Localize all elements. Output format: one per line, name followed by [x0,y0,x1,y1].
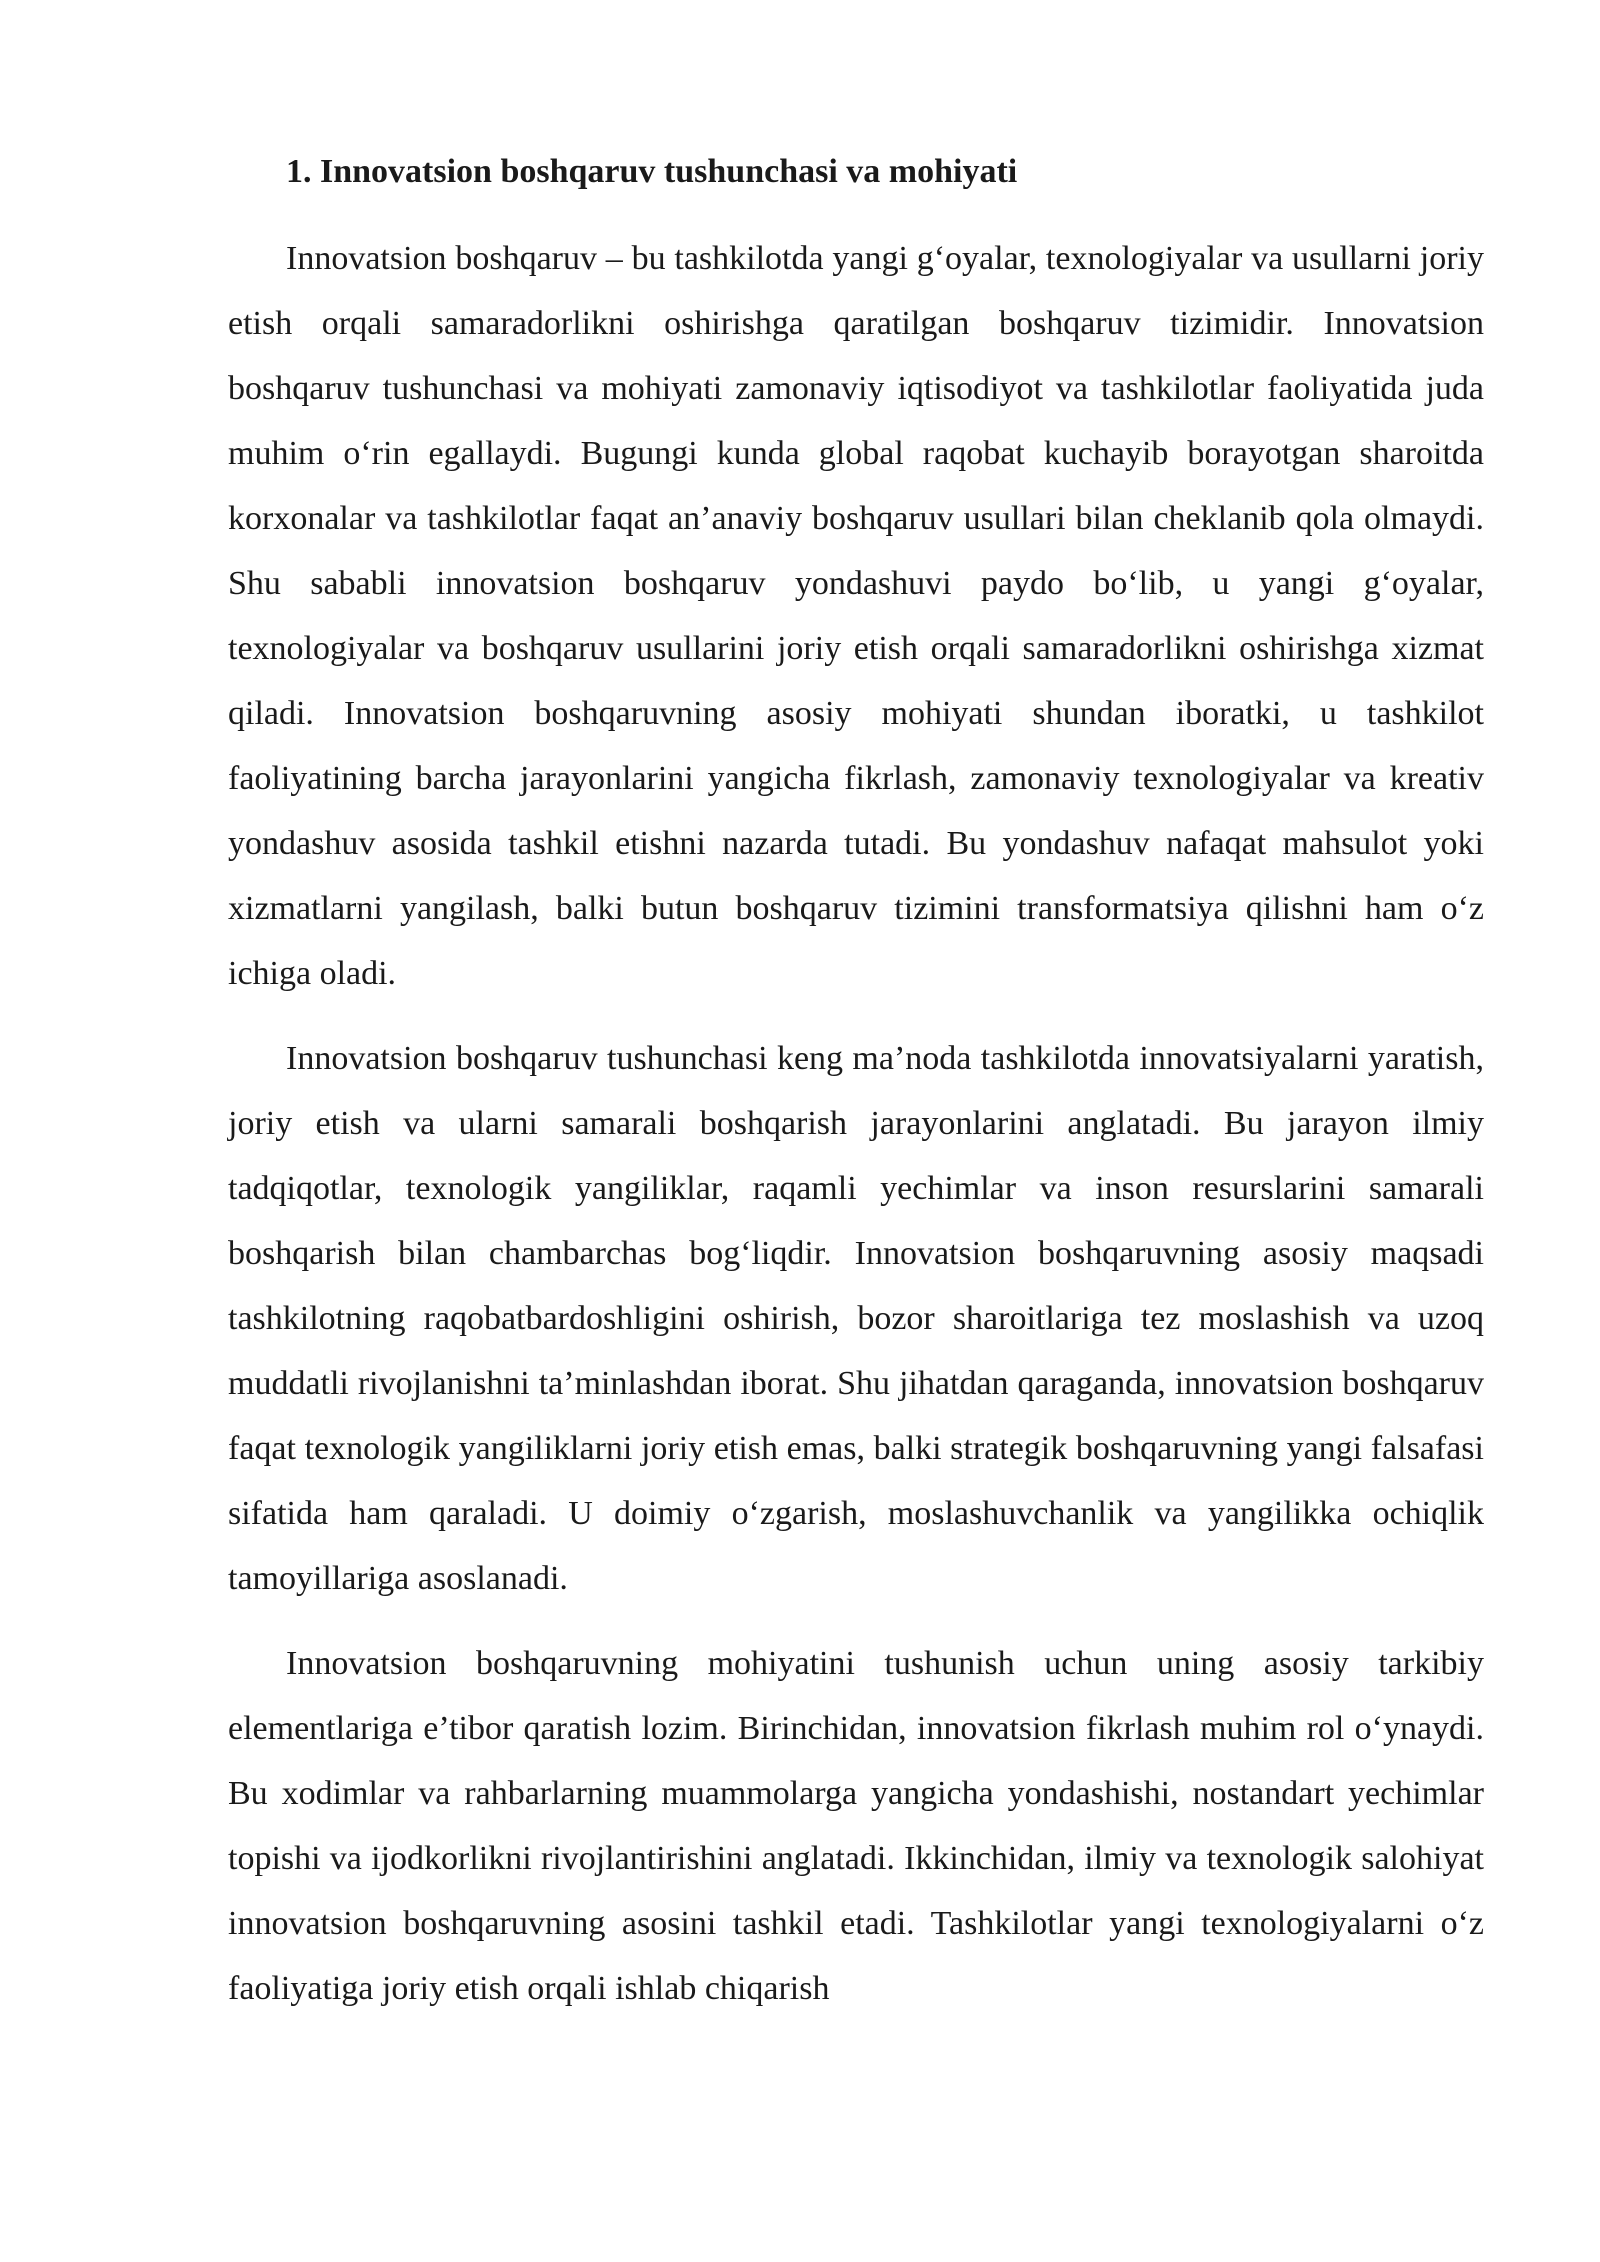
paragraph: Innovatsion boshqaruv – bu tashkilotda yangi g‘oyalar, texnologiyalar va usullarni joriy etish orqali samaradorlikni oshirishga qaratilgan boshqaruv tizimidir. Innovatsion boshqaruv tushunchasi va mohiyati zamonaviy iqtisodiyot va tashkilotlar faoliyatida juda muhim o‘rin egallaydi. Bugungi kunda global raqobat kuchayib borayotgan sharoitda korxonalar va tashkilotlar faqat an’anaviy boshqaruv usullari bilan cheklanib qola olmaydi. Shu sababli innovatsion boshqaruv yondashuvi paydo bo‘lib, u yangi g‘oyalar, texnologiyalar va boshqaruv usullarini joriy etish orqali samaradorlikni oshirishga xizmat qiladi. Innovatsion boshqaruvning asosiy mohiyati shundan iboratki, u tashkilot faoliyatining barcha jarayonlarini yangicha fikrlash, zamonaviy texnologiyalar va kreativ yondashuv asosida tashkil etishni nazarda tutadi. Bu yondashuv nafaqat mahsulot yoki xizmatlarni yangilash, balki butun boshqaruv tizimini transformatsiya qilishni ham o‘z ichiga oladi. [228,240,1484,992]
document-page [228,150,1484,2041]
section-heading: 1. Innovatsion boshqaruv tushunchasi va mohiyati [286,153,1018,190]
paragraph: Innovatsion boshqaruv tushunchasi keng ma’noda tashkilotda innovatsiyalarni yaratish, joriy etish va ularni samarali boshqarish jarayonlarini anglatadi. Bu jarayon ilmiy tadqiqotlar, texnologik yangiliklar, raqamli yechimlar va inson resurslarini samarali boshqarish bilan chambarchas bog‘liqdir. Innovatsion boshqaruvning asosiy maqsadi tashkilotning raqobatbardoshligini oshirish, bozor sharoitlariga tez moslashish va uzoq muddatli rivojlanishni ta’minlashdan iborat. Shu jihatdan qaraganda, innovatsion boshqaruv faqat texnologik yangiliklarni joriy etish emas, balki strategik boshqaruvning yangi falsafasi sifatida ham qaraladi. U doimiy o‘zgarish, moslashuvchanlik va yangilikka ochiqlik tamoyillariga asoslanadi. [228,1040,1484,1597]
paragraph: Innovatsion boshqaruvning mohiyatini tushunish uchun uning asosiy tarkibiy elementlariga e’tibor qaratish lozim. Birinchidan, innovatsion fikrlash muhim rol o‘ynaydi. Bu xodimlar va rahbarlarning muammolarga yangicha yondashishi, nostandart yechimlar topishi va ijodkorlikni rivojlantirishini anglatadi. Ikkinchidan, ilmiy va texnologik salohiyat innovatsion boshqaruvning asosini tashkil etadi. Tashkilotlar yangi texnologiyalarni o‘z faoliyatiga joriy etish orqali ishlab chiqarish [228,1645,1484,2007]
